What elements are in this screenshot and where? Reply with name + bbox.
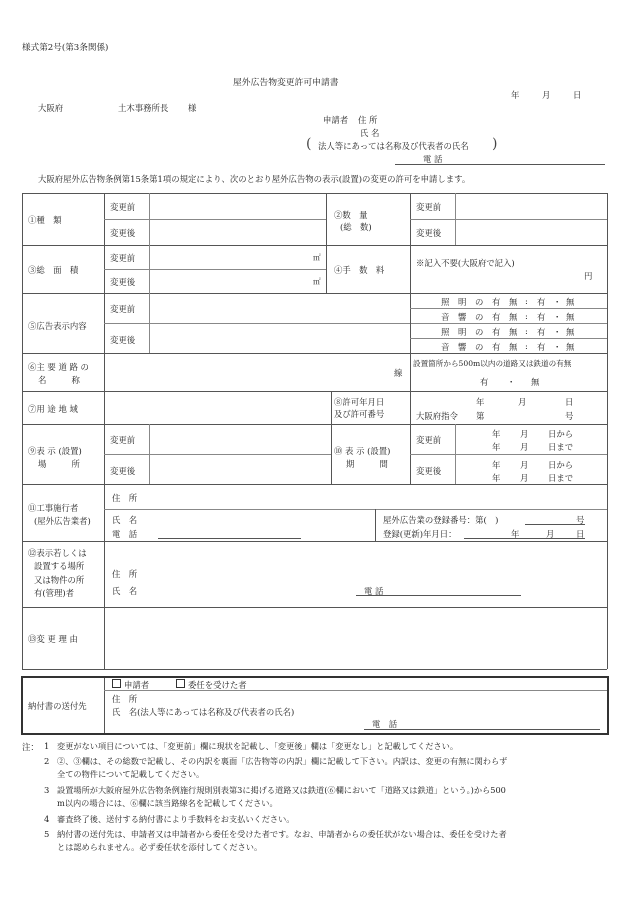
permit-no-prefix: 第 [476,411,485,421]
cell-divider [149,245,150,293]
period-label-line1: ⑩ 表 示 (設置) [334,446,391,456]
lighting-text: 明 [458,297,467,307]
kind-label: ①種 類 [28,215,62,225]
registration-date-underline [464,538,585,539]
owner-label-line4: 有(管理)者 [34,588,75,598]
left-bracket: ( [306,136,312,152]
road-no: 無 [531,377,540,387]
lighting-text: : [525,296,528,306]
right-bracket: ) [492,136,498,152]
form-number: 様式第2号(第3条関係) [22,43,109,53]
table-right-border [607,193,608,669]
lighting-text: の [475,297,484,307]
lighting-text: : [525,326,528,336]
sound-text: 音 [441,342,450,352]
period-label-line2: 期 間 [346,459,388,469]
owner-label-line2: 設置する場所 [34,561,85,571]
lighting-text: ・ [553,327,562,337]
quantity-after-label: 変更後 [416,228,442,238]
intro-text: 大阪府屋外広告物条例第15条第1項の規定により、次のとおり屋外広告物の表示(設置)の変更の許可を申請します。 [38,174,471,184]
note-line: 設置場所が大阪府屋外広告物条例施行規則別表第3に掲げる道路又は鉄道(⑥欄において「道路又は鉄道」という。)から500 [57,785,506,795]
cell-divider [410,293,411,353]
cell-divider [331,424,332,484]
row-divider [22,424,607,425]
delivery-box [21,676,609,735]
applicant-address-label: 住 所 [358,115,378,125]
sound-text: 有 [537,342,546,352]
lighting-text: 明 [458,327,467,337]
cell-divider [410,454,607,455]
lighting-text: 無 [509,297,518,307]
sound-text: 無 [509,342,518,352]
sound-text: 有 [537,312,546,322]
cell-divider [104,219,326,220]
contractor-label-line2: (屋外広告業者) [34,516,91,526]
registration-day: 日 [576,529,585,539]
cell-divider [104,454,331,455]
sound-text: 無 [566,342,575,352]
period-after-label: 変更後 [416,466,442,476]
lighting-text: 有 [537,297,546,307]
lighting-text: 無 [566,297,575,307]
period-before-label: 変更前 [416,435,442,445]
sound-text: 無 [566,312,575,322]
note-line: 全ての物件について記載してください。 [57,769,205,779]
form-title: 屋外広告物変更許可申請書 [233,78,339,88]
sound-text: 有 [492,342,501,352]
lighting-text: 照 [441,297,450,307]
area-after-unit: ㎡ [313,277,321,286]
registration-number-suffix: 号 [576,515,585,525]
content-label: ⑤広告表示内容 [28,321,87,331]
sound-text: の [475,342,484,352]
sound-text: : [525,311,528,321]
road-yes: 有 [480,377,489,387]
cell-divider [331,391,332,424]
sound-text: 響 [458,312,467,322]
period-text: 日から [548,429,574,439]
submission-date-month: 月 [542,90,551,100]
contractor-address-label: 住 所 [112,493,138,503]
lighting-text: 有 [492,297,501,307]
owner-name-label: 氏 名 [112,586,138,596]
cell-divider [410,391,411,424]
registration-number-underline [525,524,585,525]
note-line: ②、③欄は、その総数で記載し、その内訳を裏面「広告物等の内訳」欄に記載して下さい。内訳は、変更の有無に関わらず [57,756,508,766]
table-bottom-border [22,669,607,670]
delivery-label: 納付書の送付先 [28,701,87,711]
period-text: 日まで [548,442,574,452]
contractor-name-label: 氏 名 [112,515,138,525]
submission-date-year: 年 [511,90,520,100]
road-label-line2: 名 称 [38,375,80,385]
content-after-label: 変更後 [110,335,136,345]
label-column-divider [104,193,105,669]
delivery-divider [104,690,607,691]
road-label-line1: ⑥主 要 道 路 の [28,362,89,372]
addressee-honorific: 様 [188,103,197,113]
note-line: 納付書の送付先は、申請者又は申請者から委任を受けた者です。なお、申請者からの委任状がない場合は、委任を受けた者 [57,829,507,839]
sound-text: : [525,341,528,351]
area-label: ③総 面 積 [28,265,79,275]
kind-before-label: 変更前 [110,202,136,212]
sound-text: 有 [492,312,501,322]
sound-text: 無 [509,312,518,322]
row-divider [22,541,607,542]
location-label-line1: ⑨表 示 (設置) [28,446,82,456]
registration-date-label: 登録(更新)年月日： [383,529,457,539]
table-top-border [22,193,607,194]
fee-unit: 円 [584,271,593,281]
row-divider [22,484,607,485]
location-label-line2: 場 所 [38,459,80,469]
period-text: 年 [492,473,501,483]
note-line: 審査終了後、送付する納付書により手数料をお支払いください。 [57,814,295,824]
road-suffix: 線 [394,368,403,378]
owner-phone-underline [356,595,521,596]
applicant-label: 申請者 [323,115,349,125]
road-dot: ・ [507,377,516,387]
addressee-office: 土木事務所長 [118,103,169,113]
applicant-corp-note: 法人等にあっては名称及び代表者の氏名 [318,141,469,151]
location-after-label: 変更後 [110,466,136,476]
permit-label-line2: 及び許可番号 [334,409,385,419]
area-before-unit: ㎡ [313,253,321,262]
period-text: 月 [520,429,529,439]
fee-label: ④手 数 料 [334,265,385,275]
area-after-label: 変更後 [110,277,136,287]
permit-office: 大阪府指令 [416,411,458,421]
sound-text: 音 [441,312,450,322]
lighting-text: 無 [566,327,575,337]
contractor-phone-underline [158,538,301,539]
owner-label-line3: 又は物件の所 [34,575,85,585]
period-text: 年 [492,429,501,439]
contractor-label-line1: ⑪工事施行者 [28,503,79,513]
permit-day: 日 [565,397,574,407]
period-text: 年 [492,442,501,452]
quantity-before-label: 変更前 [416,202,442,212]
permit-year: 年 [476,397,485,407]
note-number: 4 [44,814,50,824]
owner-address-label: 住 所 [112,569,138,579]
owner-phone-label: 電 話 [364,586,384,596]
cell-divider [104,323,607,324]
notes-label: 注： [22,742,39,752]
note-number: 3 [44,785,50,795]
content-before-label: 変更前 [110,304,136,314]
sound-text: 響 [458,342,467,352]
cell-divider [104,509,607,510]
period-text: 月 [520,442,529,452]
row-divider [22,391,607,392]
registration-year: 年 [511,529,520,539]
applicant-checkbox[interactable] [112,679,121,688]
delivery-address-label: 住 所 [112,694,138,704]
period-text: 月 [520,460,529,470]
row-divider [22,293,607,294]
cell-divider [326,193,327,245]
cell-divider [410,308,607,309]
contractor-phone-label: 電 話 [112,529,138,539]
cell-divider [410,219,607,220]
road-note: 設置箇所から500m以内の道路又は鉄道の有無 [413,359,572,368]
row-divider [22,245,607,246]
addressee-prefecture: 大阪府 [38,103,64,113]
fee-note: ※記入不要(大阪府で記入) [416,258,515,268]
period-text: 月 [520,473,529,483]
cell-divider [375,509,376,541]
cell-divider [410,338,607,339]
lighting-text: の [475,327,484,337]
cell-divider [410,245,411,293]
delivery-phone-underline [364,729,600,730]
lighting-text: 照 [441,327,450,337]
applicant-name-label: 氏 名 [360,128,380,138]
note-number: 1 [44,741,50,751]
registration-number-label: 屋外広告業の登録番号：第( ) [383,515,499,525]
note-number: 5 [44,829,50,839]
cell-divider [149,193,150,245]
sound-text: の [475,312,484,322]
reason-label: ⑬変 更 理 由 [28,634,78,644]
kind-after-label: 変更後 [110,228,136,238]
sound-text: ・ [553,312,562,322]
lighting-text: 有 [537,327,546,337]
registration-month: 月 [546,529,555,539]
delegate-checkbox[interactable] [176,679,185,688]
applicant-phone-label: 電 話 [423,154,443,164]
use-zone-label: ⑦用 途 地 域 [28,404,78,414]
permit-no-suffix: 号 [565,411,574,421]
note-line: 変更がない項目については、「変更前」欄に現状を記載し、「変更後」欄は「変更なし」と記載してください。 [57,741,459,751]
applicant-phone-underline [395,164,605,165]
period-text: 年 [492,460,501,470]
cell-divider [410,353,411,391]
permit-label-line1: ⑧許可年月日 [334,397,385,407]
table-left-border [22,193,23,669]
applicant-checkbox-label: 申請者 [124,680,150,690]
lighting-text: ・ [553,297,562,307]
delivery-divider [104,678,105,733]
cell-divider [104,269,326,270]
quantity-total-label: (総 数) [340,222,372,232]
note-line: m以内の場合には、⑥欄に該当路線名を記載してください。 [57,798,278,808]
row-divider [22,353,607,354]
row-divider [22,607,607,608]
note-number: 2 [44,756,50,766]
note-line: とは認められません。必ず委任状を添付してください。 [57,842,263,852]
location-before-label: 変更前 [110,435,136,445]
area-before-label: 変更前 [110,253,136,263]
permit-month: 月 [518,397,527,407]
cell-divider [326,245,327,293]
period-text: 日まで [548,473,574,483]
lighting-text: 有 [492,327,501,337]
sound-text: ・ [553,342,562,352]
submission-date-day: 日 [573,90,582,100]
period-text: 日から [548,460,574,470]
delegate-checkbox-label: 委任を受けた者 [188,680,247,690]
delivery-phone-label: 電 話 [372,719,398,729]
quantity-label: ②数 量 [334,210,368,220]
delivery-name-label: 氏 名(法人等にあっては名称及び代表者の氏名) [112,707,295,717]
lighting-text: 無 [509,327,518,337]
owner-label-line1: ⑫表示若しくは [28,548,87,558]
